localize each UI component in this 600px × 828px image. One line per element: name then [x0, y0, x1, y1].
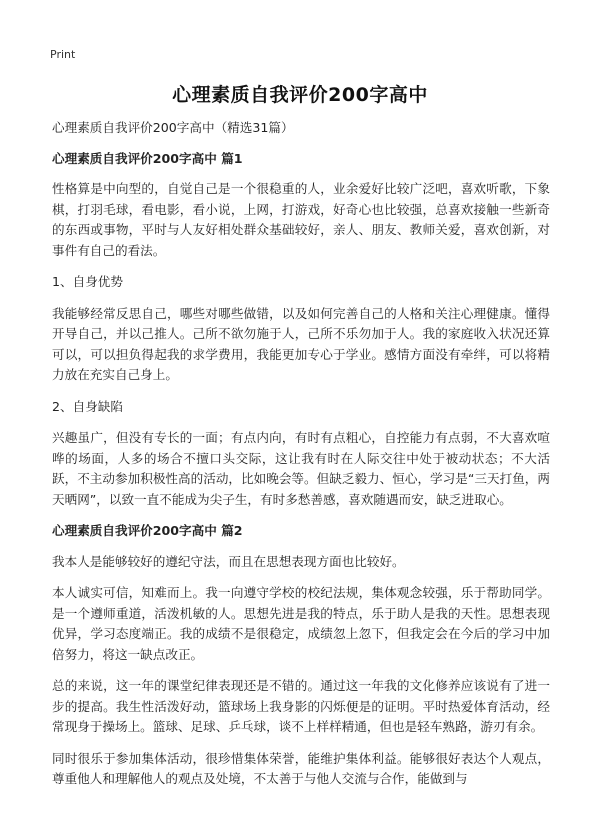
paragraph-p4: 同时很乐于参加集体活动，很珍惜集体荣誉，能维护集体利益。能够很好表达个人观点，尊重他人和理解他人的观点及处境，不太善于与他人交流与合作，能做到与	[52, 750, 550, 786]
paragraph-advantage: 我能够经常反思自己，哪些对哪些做错，以及如何完善自己的人格和关注心理健康。懂得开导自己，并以己推人。己所不欲勿施于人，己所不乐勿加于人。我的家庭收入状况还算可以，可以担负得起我的求学费用，我能更加专心于学业。感情方面没有牵绊，可以将精力放在充实自己身上。	[52, 305, 550, 382]
print-label: Print	[50, 48, 76, 61]
subheading-advantage: 1、自身优势	[52, 274, 123, 289]
paragraph-weakness: 兴趣虽广，但没有专长的一面；有点内向，有时有点粗心，自控能力有点弱，不大喜欢喧哗的场面，人多的场合不擅口头交际，这让我有时在人际交往中处于被动状态；不大活跃，不主动参加积极性高的活动，比如晚会等。但缺乏毅力、恒心，学习是“三天打鱼，两天晒网”，以致一直不能成为尖子生，有时多愁善感，喜欢随遇而安，缺乏进取心。	[52, 430, 550, 507]
document-subtitle: 心理素质自我评价200字高中（精选31篇）	[52, 120, 294, 135]
document-body	[52, 118, 550, 801]
page-title: 心理素质自我评价200字高中	[172, 84, 428, 106]
paragraph-p3: 总的来说，这一年的课堂纪律表现还是不错的。通过这一年我的文化修养应该说有了进一步的提高。我生性活泼好动，篮球场上我身影的闪烁便是的证明。平时热爱体育活动，经常现身于操场上。篮球、足球、乒乓球，谈不上样样精通，但也是轻车熟路，游刃有余。	[52, 678, 550, 734]
paragraph-p1: 我本人是能够较好的遵纪守法，而且在思想表现方面也比较好。	[52, 553, 405, 569]
paragraph-intro: 性格算是中向型的，自觉自己是一个很稳重的人，业余爱好比较广泛吧，喜欢听歌，下象棋，打羽毛球，看电影，看小说，上网，打游戏，好奇心也比较强，总喜欢接触一些新奇的东西或事物，平时与人友好相处群众基础较好，亲人、朋友、教师关爱，喜欢创新，对事件有自己的看法。	[52, 181, 550, 258]
paragraph-p2: 本人诚实可信，知难而上。我一向遵守学校的校纪法规，集体观念较强，乐于帮助同学。是一个遵师重道，活泼机敏的人。思想先进是我的特点，乐于助人是我的天性。思想表现优异，学习态度端正。我的成绩不是很稳定，成绩忽上忽下，但我定会在今后的学习中加倍努力，将这一缺点改正。	[52, 585, 550, 662]
section-heading-part2: 心理素质自我评价200字高中 篇2	[52, 523, 243, 538]
section-heading-part1: 心理素质自我评价200字高中 篇1	[52, 150, 243, 166]
subheading-weakness: 2、自身缺陷	[52, 398, 123, 414]
